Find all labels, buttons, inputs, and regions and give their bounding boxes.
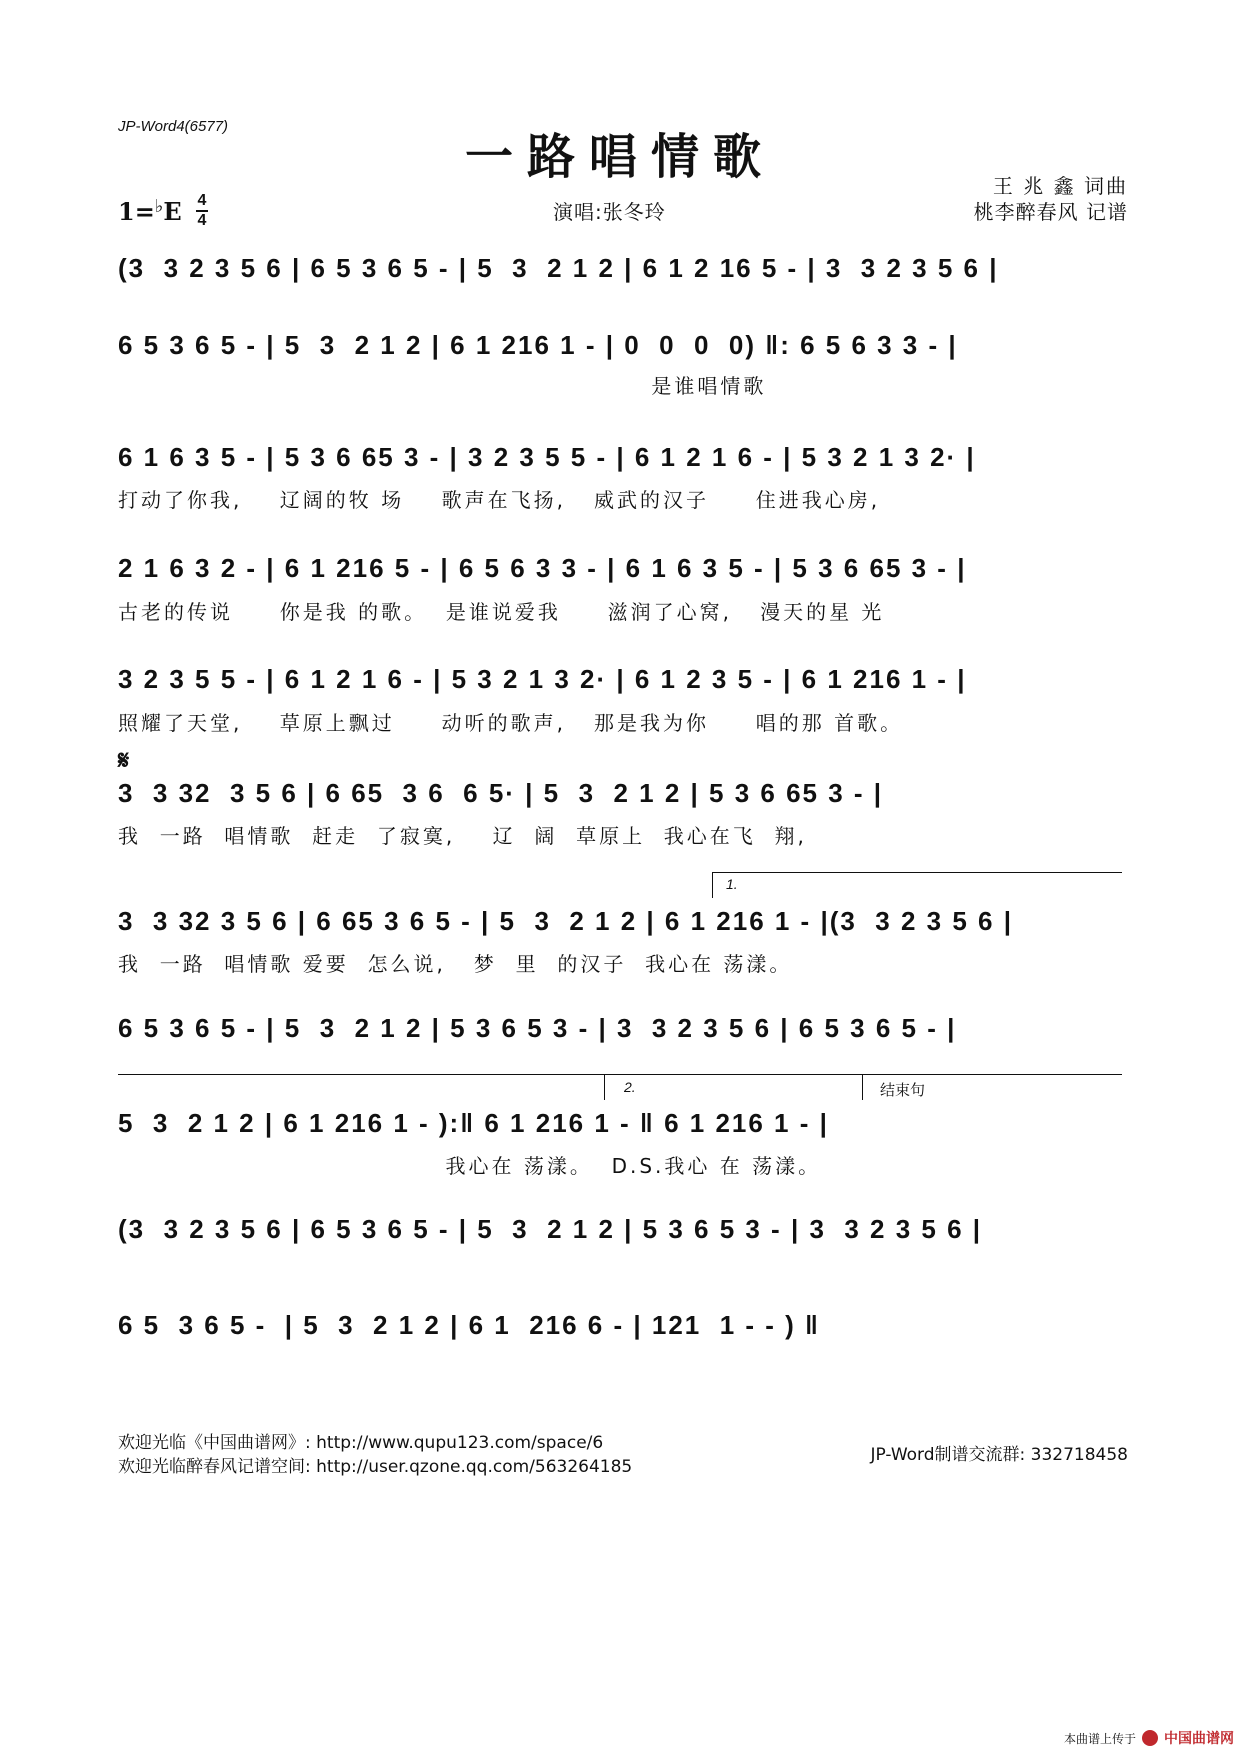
lyric-line-6: 我 一路 唱情歌 赶走 了寂寞, 辽 阔 草原上 我心在飞 翔, bbox=[118, 824, 807, 848]
score-system-4: 2 1 6 3 2 - | 6 1 216 5 - | 6 5 6 3 3 - | 6 1 6 3 5 - | 5 3 6 65 3 - | bbox=[118, 553, 967, 583]
lyric-line-5: 照耀了天堂, 草原上飘过 动听的歌声, 那是我为你 唱的那 首歌。 bbox=[118, 711, 904, 735]
segno-icon: 𝄋 bbox=[118, 746, 130, 776]
volta-bracket-continue bbox=[118, 1074, 604, 1075]
flat-icon: ♭ bbox=[154, 196, 164, 217]
score-system-6: 3 3 32 3 5 6 | 6 65 3 6 6 5· | 5 3 2 1 2 | 5 3 6 65 3 - | bbox=[118, 778, 884, 808]
footer-link-qupu[interactable]: 欢迎光临《中国曲谱网》: http://www.qupu123.com/space/6 bbox=[118, 1433, 604, 1453]
coda-label: 结束句 bbox=[880, 1082, 926, 1099]
time-signature bbox=[196, 193, 208, 229]
score-system-7: 3 3 32 3 5 6 | 6 65 3 6 5 - | 5 3 2 1 2 | 6 1 216 1 - |(3 3 2 3 5 6 | bbox=[118, 906, 1013, 936]
site-name: 中国曲谱网 bbox=[1164, 1731, 1234, 1747]
singer-credit: 演唱:张冬玲 bbox=[553, 200, 666, 224]
volta-1-label: 1. bbox=[726, 876, 738, 892]
site-logo-icon bbox=[1142, 1730, 1158, 1746]
software-label: JP-Word4(6577) bbox=[118, 118, 229, 135]
composer-credit: 王 兆 鑫 词曲 bbox=[992, 174, 1128, 198]
lyric-line-9: 我心在 荡漾。 D.S.我心 在 荡漾。 bbox=[118, 1154, 822, 1178]
score-system-3: 6 1 6 3 5 - | 5 3 6 65 3 - | 3 2 3 5 5 - | 6 1 2 1 6 - | 5 3 2 1 3 2· | bbox=[118, 442, 976, 472]
key-note: E bbox=[163, 197, 182, 226]
footer-group-number: JP-Word制谱交流群: 332718458 bbox=[870, 1445, 1128, 1465]
lyric-line-7: 我 一路 唱情歌 爱要 怎么说, 梦 里 的汉子 我心在 荡漾。 bbox=[118, 952, 793, 976]
key-prefix: 1= bbox=[118, 197, 155, 226]
lyric-line-3: 打动了你我, 辽阔的牧 场 歌声在飞扬, 威武的汉子 住进我心房, bbox=[118, 488, 881, 512]
coda-bracket bbox=[862, 1074, 1122, 1075]
meter-top: 4 bbox=[197, 192, 207, 209]
song-title: 一路唱情歌 bbox=[464, 129, 775, 185]
key-signature bbox=[118, 196, 182, 226]
score-system-5: 3 2 3 5 5 - | 6 1 2 1 6 - | 5 3 2 1 3 2· | 6 1 2 3 5 - | 6 1 216 1 - | bbox=[118, 664, 967, 694]
volta-bracket-2 bbox=[604, 1074, 862, 1075]
score-system-10: (3 3 2 3 5 6 | 6 5 3 6 5 - | 5 3 2 1 2 | 5 3 6 5 3 - | 3 3 2 3 5 6 | bbox=[118, 1214, 983, 1244]
lyric-line-4: 古老的传说 你是我 的歌。 是谁说爱我 滋润了心窝, 漫天的星 光 bbox=[118, 600, 885, 624]
coda-bracket-tick bbox=[862, 1074, 863, 1100]
meter-bottom: 4 bbox=[197, 212, 207, 229]
score-system-8: 6 5 3 6 5 - | 5 3 2 1 2 | 5 3 6 5 3 - | 3 3 2 3 5 6 | 6 5 3 6 5 - | bbox=[118, 1013, 957, 1043]
volta-bracket-2-tick bbox=[604, 1074, 605, 1100]
lyric-line-2: 是谁唱情歌 bbox=[118, 374, 767, 398]
upload-stamp bbox=[1064, 1728, 1234, 1748]
volta-bracket-1-tick bbox=[712, 872, 713, 898]
volta-bracket-1 bbox=[712, 872, 1122, 873]
transcriber-credit: 桃李醉春风 记谱 bbox=[973, 200, 1128, 224]
score-system-11: 6 5 3 6 5 - | 5 3 2 1 2 | 6 1 216 6 - | 121 1 - - ) ‖ bbox=[118, 1310, 820, 1340]
volta-2-label: 2. bbox=[624, 1079, 636, 1095]
score-system-9: 5 3 2 1 2 | 6 1 216 1 - ):‖ 6 1 216 1 - ‖ 6 1 216 1 - | bbox=[118, 1108, 829, 1138]
score-system-2: 6 5 3 6 5 - | 5 3 2 1 2 | 6 1 216 1 - | 0 0 0 0) ‖: 6 5 6 3 3 - | bbox=[118, 330, 958, 360]
score-system-1: (3 3 2 3 5 6 | 6 5 3 6 5 - | 5 3 2 1 2 | 6 1 2 16 5 - | 3 3 2 3 5 6 | bbox=[118, 253, 999, 283]
footer-link-qzone[interactable]: 欢迎光临醉春风记谱空间: http://user.qzone.qq.com/563264185 bbox=[118, 1457, 633, 1477]
upload-label: 本曲谱上传于 bbox=[1063, 1731, 1136, 1746]
